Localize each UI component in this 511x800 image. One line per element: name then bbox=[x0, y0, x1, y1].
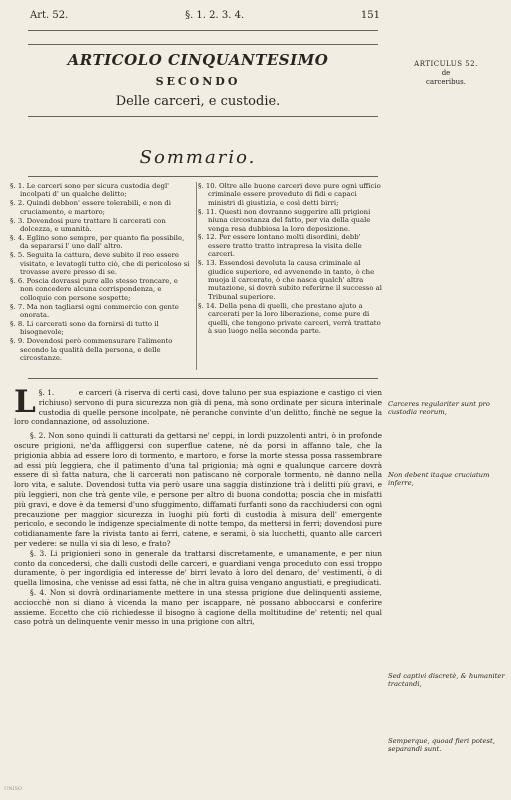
summary-item: §. 5. Seguita la cattura, deve subito il reo essere visitato, e levatogli tutto ciò, che di pericoloso si trovasse avere presso di se. bbox=[10, 251, 190, 277]
paragraph-3: §. 3. Li prigionieri sono in generale da trattarsi discretamente, e umanamente, e per niun conto da concedersi, che dalli custodi delle carceri, e guardiani venga proceduto con essi troppo duramente, ò per ingordigia ed interesse de' birri levato à loro del denaro, de' vestimenti, ò di quella limosina, che venisse ad essi fatta, nè che in altra guisa vengano angustiati, e pregiudicati. bbox=[14, 548, 382, 588]
page-number: 151 bbox=[360, 10, 380, 21]
summary-item: §. 8. Li carcerati sono da fornirsi di tutto il bisognevole; bbox=[10, 320, 159, 337]
running-header bbox=[30, 10, 380, 21]
margin-note-4: Semperque, quoad fieri potest, separandi sunt. bbox=[388, 737, 495, 754]
summary-item: §. 6. Poscia dovrassi pure allo stesso troncare, e non concedere alcuna corrispondenza, e colloquio con persone sospette; bbox=[10, 276, 178, 302]
summary-item: §. 7. Ma non tagliarsi ogni commercio con gente onorata. bbox=[10, 302, 179, 320]
summary-item: §. 11. Questi non dovranno suggerire alli prigioni niuna circostanza del fatto, per via della quale venga resa dubbiosa la loro deposizione. bbox=[198, 207, 371, 233]
summary-bottom-rule bbox=[28, 378, 378, 379]
summary-item: §. 13. Essendosi devoluta la causa criminale al giudice superiore, ed avvenendo in tanto, ò che muoja il carcerato, ò che nasca qualch' altra mutazione, si dovrà subito referirne il successo al Tribunal superiore. bbox=[198, 259, 382, 301]
summary-item: §. 4. Eglino sono sempre, per quanto fia possibile, da separarsi l' uno dall' altro. bbox=[10, 233, 185, 251]
latin-line-3: carceribus. bbox=[426, 78, 466, 86]
title-rule bbox=[28, 44, 378, 45]
paragraph-4: §. 4. Non si dovrà ordinariamente mettere in una stessa prigione due delinquenti assieme, acciocchè non si diano à vicenda la mano per iscappare, nè possano abboccarsi e conferire assieme. Eccetto che ciò richiedesse il bisogno à cagione della moltitudine de' retenti; nel qual caso potrà un delinquente venir messo in una prigione con altri, bbox=[14, 587, 382, 627]
heading-rule bbox=[28, 116, 378, 117]
article-ref: Art. 52. bbox=[30, 10, 69, 21]
summary-right-column bbox=[198, 182, 383, 336]
main-text bbox=[14, 384, 382, 627]
latin-line-1: ARTICULUS 52. bbox=[414, 60, 478, 68]
latin-article-heading bbox=[386, 60, 506, 87]
library-stamp: UNISO bbox=[4, 786, 23, 792]
section-mark: §. 1. bbox=[38, 388, 55, 397]
article-heading: Delle carceri, e custodie. bbox=[115, 94, 281, 109]
paragraph-1 bbox=[14, 384, 382, 427]
latin-line-2: de bbox=[441, 69, 451, 77]
summary-item: §. 12. Per essere lontano molti disordini, debb' essere tratto tratto intrapresa la visita delle carceri. bbox=[198, 233, 362, 259]
summary-rule bbox=[28, 176, 378, 177]
margin-note-1: Carceres regulariter sunt pro custodia reorum, bbox=[388, 400, 490, 417]
summary-item: §. 9. Dovendosi però commensurare l'alimento secondo la qualità della persona, e delle circostanze. bbox=[10, 337, 173, 363]
margin-note-2: Non debent itaque cruciatum inferre, bbox=[388, 471, 490, 488]
paragraph-2: §. 2. Non sono quindi li catturati da gettarsi ne' ceppi, in lordi puzzolenti antri, ò in profonde oscure prigioni, ne'da affliggersi con superflue catene, nè da porsi in affanno tale, che la prigionia abbia ad essere loro di tormento, e martoro, e forse la morte stessa possa rassembrare ad essi più leggiera, che il patimento d'una tal prigionia; mà ogni e qualunque carcere dovrà essere di sì fatta natura, che li carcerati non patiscano nè corporale tormento, nè danno nella loro vita, e salute. Dovendosi tutta via però usare una saggia distinzione trà i delitti più gravi, e più leggieri, non che trà gente vile, e persone per altro di buona condotta; poscia che in misfatti più gravi, e dove è da temersi d'uno sfuggimento, diffamati furfanti sono da racchiudersi con ogni precauzione per maggior sicurezza in luoghi più forti di custodia à misura dell' emergente pericolo, e secondo le indigenze specialmente di notte tempo, da mettersi in ferri; dovendosi pure cotidianamente fare la rivista tanto ai ferri, catene, e serami, ò sia lucchetti, quanto alle carceri per vedere: se nulla vi sia di leso, e frato? bbox=[14, 431, 382, 548]
article-subtitle: SECONDO bbox=[155, 75, 241, 88]
margin-note-3: Sed captivi discretè, & humaniter tractandi, bbox=[388, 672, 505, 689]
header-rule bbox=[28, 30, 378, 31]
summary-item: §. 2. Quindi debbon' essere tolerabili, e non di cruciamento, e martoro; bbox=[10, 199, 171, 216]
summary-item: §. 10. Oltre alle buone carceri deve pure ogni ufficio criminale essere proveduto di fidi e capaci ministri di giustizia, e così detti birri; bbox=[198, 182, 381, 207]
section-ref: §. 1. 2. 3. 4. bbox=[185, 10, 245, 21]
summary-item: §. 3. Dovendosi pure trattare li carcerati con dolcezza, e umanità. bbox=[10, 216, 166, 234]
summary-left-column bbox=[10, 182, 193, 363]
drop-cap: L bbox=[14, 384, 36, 420]
summary-title: Sommario. bbox=[139, 147, 257, 168]
summary-item: §. 14. Della pena di quelli, che prestano ajuto a carcerati per la loro liberazione, come pure di quelli, che tengono private carceri, verrà trattato à suo luogo nella seconda parte. bbox=[198, 301, 381, 335]
paragraph-1-text: e carceri (à riserva di certi casi, dove taluno per sua espiazione e castigo ci vien richiuso) servono di pura sicurezza non già di pena, mà sono ordinate per sicura interinale custodia di quelle persone incolpate, nè peranche convinte d'un delitto, finchè ne segue la loro condannazione, od assoluzione. bbox=[14, 388, 382, 427]
article-title: ARTICOLO CINQUANTESIMO bbox=[67, 51, 329, 69]
summary-item: §. 1. Le carceri sono per sicura custodia degl' incolpati d' un qualche delitto; bbox=[10, 182, 170, 199]
column-divider bbox=[196, 182, 197, 370]
